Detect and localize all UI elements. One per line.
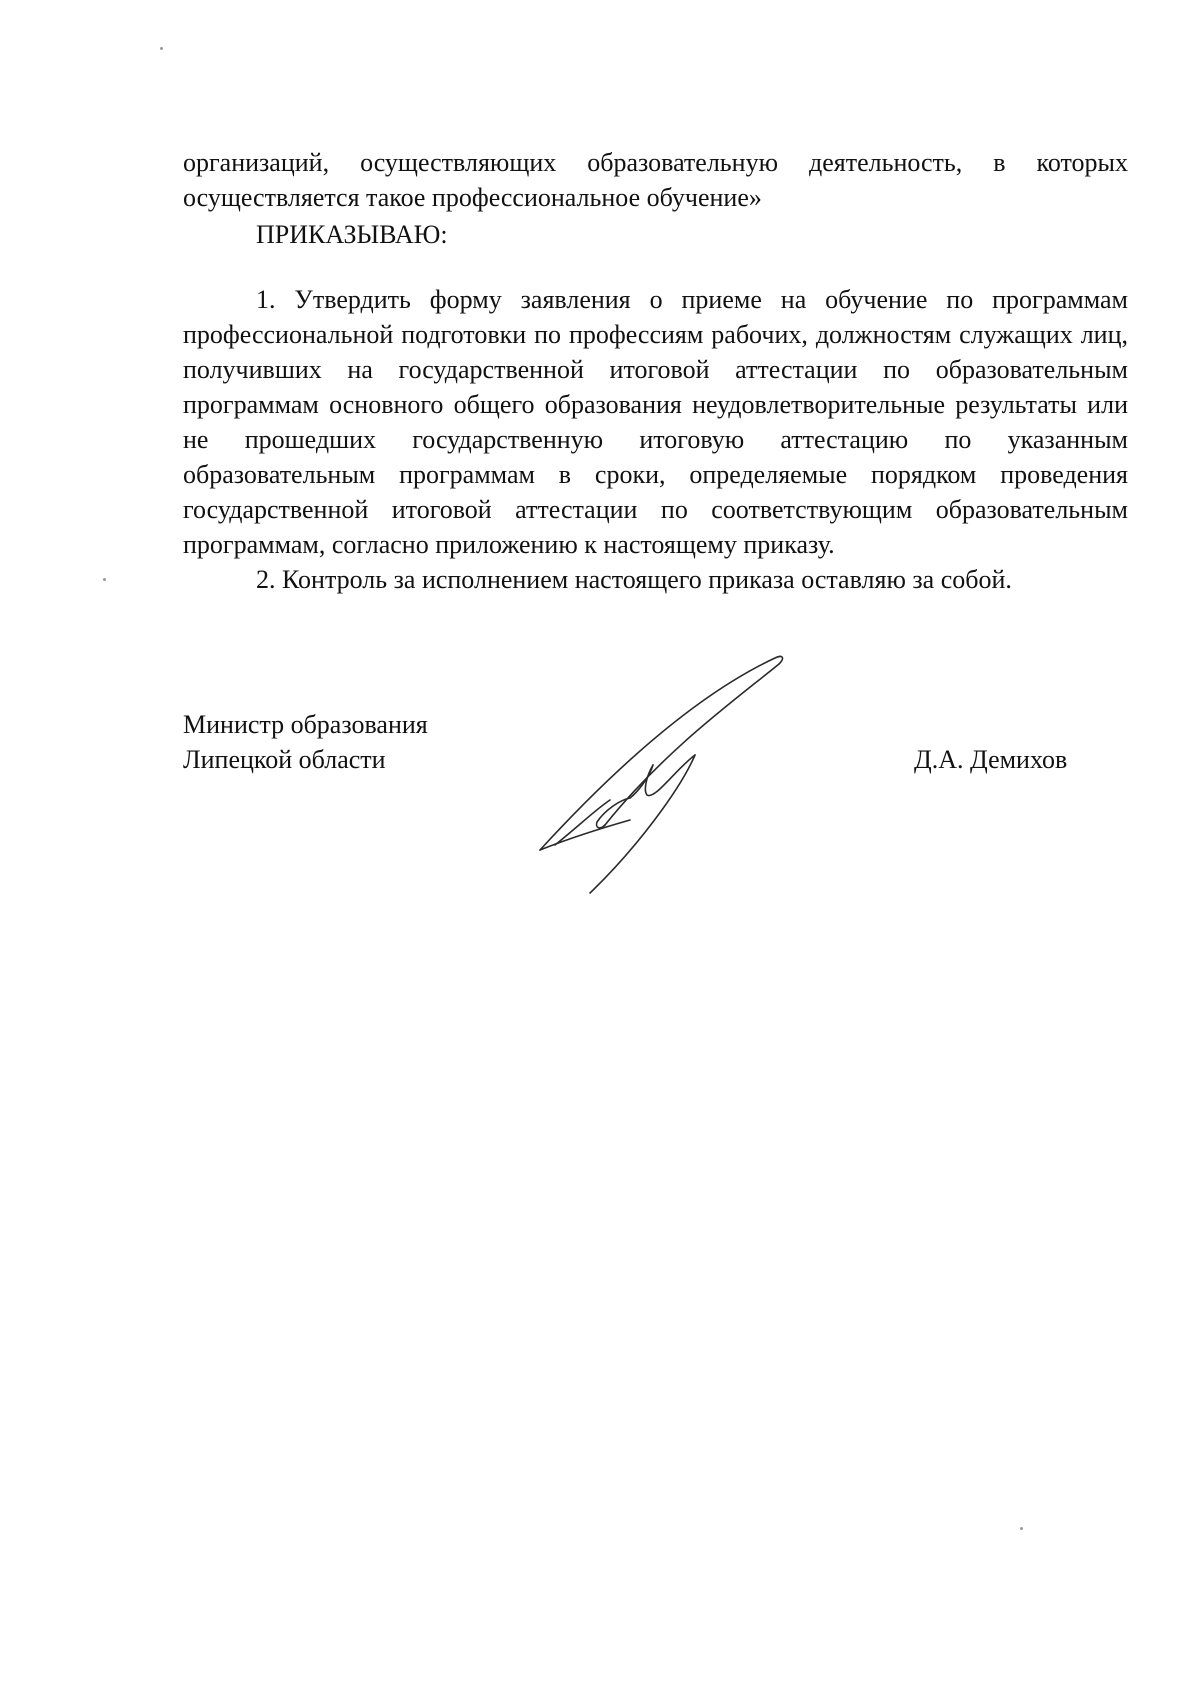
order-items [183,282,1128,597]
scan-speck [1020,1527,1023,1530]
scan-speck [160,47,163,50]
order-item-1: 1. Утвердить форму заявления о приеме на обучение по программам профессиональной подготовки по профессиям рабочих, должностям служащих лиц, получивших на государственной итоговой аттестации по образовательным программам основного общего образования неудовлетворительные результаты или не прошедших государственную итоговую аттестацию по указанным образовательным программам в сроки, определяемые порядком проведения государственной итоговой аттестации по соответствующим образовательным программам, согласно приложению к настоящему приказу. [183,285,1128,559]
signatory-position [183,707,428,777]
order-heading: ПРИКАЗЫВАЮ: [256,220,448,249]
scan-speck [103,578,106,581]
order-item-2: 2. Контроль за исполнением настоящего приказа оставляю за собой. [256,565,1012,594]
handwritten-signature-image [535,650,815,900]
continuation-paragraph: организаций, осуществляющих образовательную деятельность, в которых осуществляется такое профессиональное обучение» [183,148,1128,212]
signatory-position-line-1: Министр образования [183,710,428,739]
signatory-position-line-2: Липецкой области [183,745,386,774]
signatory-name: Д.А. Демихов [914,745,1068,774]
